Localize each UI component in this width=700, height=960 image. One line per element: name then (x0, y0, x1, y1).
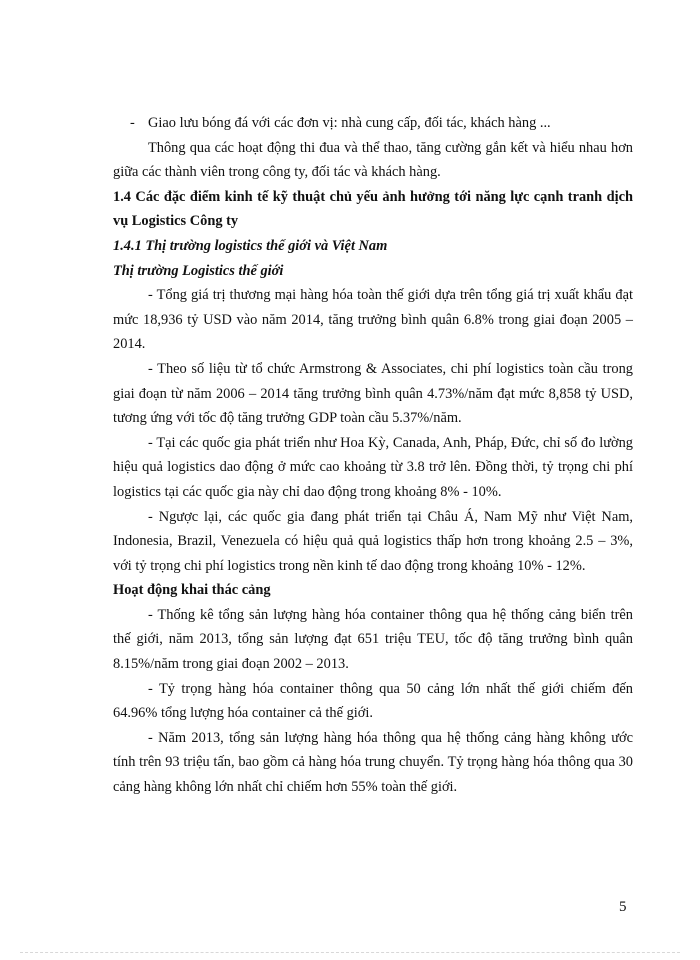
page-bottom-divider (20, 952, 680, 953)
intro-paragraph: Thông qua các hoạt động thi đua và thể thao, tăng cường gắn kết và hiểu nhau hơn giữa các thành viên trong công ty, đối tác và khách hàng. (113, 139, 633, 181)
paragraph-logistics-cost: - Theo số liệu từ tổ chức Armstrong & Associates, chi phí logistics toàn cầu trong giai đoạn từ năm 2006 – 2014 tăng trưởng bình quân 4.73%/năm đạt mức 8,858 tỷ USD, tương ứng với tốc độ tăng trưởng GDP toàn cầu 5.37%/năm. (113, 360, 633, 427)
subsection-heading: 1.4.1 Thị trường logistics thế giới và Việt Nam (113, 237, 388, 254)
paragraph-developed-countries: - Tại các quốc gia phát triển như Hoa Kỳ, Canada, Anh, Pháp, Đức, chỉ số đo lường hiệu quả logistics dao động ở mức cao khoảng từ 3.8 trở lên. Đồng thời, tỷ trọng chi phí logistics tại các quốc gia này chỉ dao động trong khoảng 8% - 10%. (113, 434, 633, 500)
paragraph-top-50-ports: - Tỷ trọng hàng hóa container thông qua 50 cảng lớn nhất thế giới chiếm đến 64.96% tổng lượng hóa container cả thế giới. (113, 680, 633, 722)
page-number: 5 (619, 899, 627, 915)
paragraph-air-cargo: - Năm 2013, tổng sản lượng hàng hóa thông qua hệ thống cảng hàng không ước tính trên 93 triệu tấn, bao gồm cả hàng hóa trung chuyển. Tỷ trọng hàng hóa thông qua 30 cảng hàng không lớn nhất chỉ chiếm hơn 55% toàn thế giới. (113, 729, 633, 796)
bullet-dash: - (130, 115, 135, 131)
section-heading: 1.4 Các đặc điểm kinh tế kỹ thuật chủ yếu ảnh hưởng tới năng lực cạnh tranh dịch vụ Logistics Công ty (113, 188, 633, 230)
topic-heading-port-operations: Hoạt động khai thác cảng (113, 582, 271, 599)
paragraph-trade-value: - Tổng giá trị thương mại hàng hóa toàn thế giới dựa trên tổng giá trị xuất khẩu đạt mức 18,936 tỷ USD vào năm 2014, tăng trưởng bình quân 6.8% trong giai đoạn 2005 – 2014. (113, 287, 633, 353)
paragraph-developing-countries: - Ngược lại, các quốc gia đang phát triển tại Châu Á, Nam Mỹ như Việt Nam, Indonesia, Brazil, Venezuela có hiệu quả quả logistics thấp hơn trong khoảng 2.5 – 3%, với tỷ trọng chi phí logistics trong nền kinh tế dao động trong khoảng 10% - 12%. (113, 508, 633, 574)
page-body (113, 111, 633, 800)
topic-heading-world-logistics: Thị trường Logistics thế giới (113, 262, 284, 279)
bullet-text: Giao lưu bóng đá với các đơn vị: nhà cung cấp, đối tác, khách hàng ... (148, 115, 551, 131)
bullet-item (113, 111, 633, 136)
paragraph-container-volume: - Thống kê tổng sản lượng hàng hóa container thông qua hệ thống cảng biển trên thế giới, năm 2013, tổng sản lượng đạt 651 triệu TEU, tốc độ tăng trưởng bình quân 8.15%/năm trong giai đoạn 2002 – 2013. (113, 606, 633, 673)
